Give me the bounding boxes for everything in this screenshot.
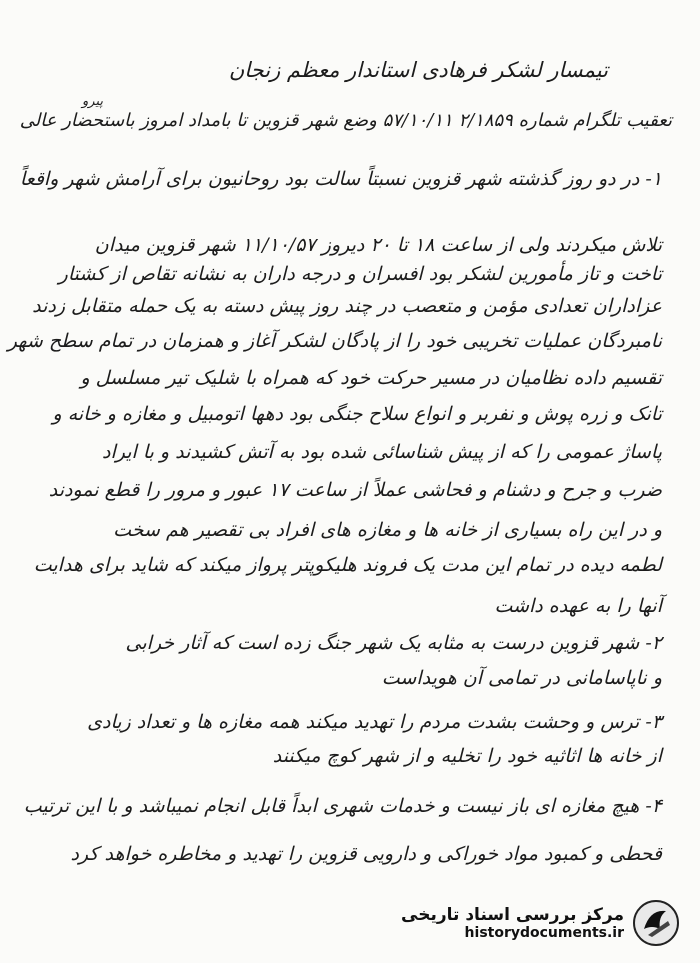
subject-line: تعقیب تلگرام شماره ۲/۱۸۵۹ ۵۷/۱۰/۱۱ وضع شهر قزوین تا بامداد امروز باستحضار عالی — [19, 110, 672, 131]
watermark-url: historydocuments.ir — [464, 925, 624, 941]
body-line-8: پاساژ عمومی را که از پیش شناسائی شده بود به آتش کشیدند و با ایراد — [101, 441, 662, 463]
archive-logo-icon — [632, 899, 680, 947]
body-line-6: تقسیم داده نظامیان در مسیر حرکت خود که همراه با شلیک تیر مسلسل و — [80, 367, 662, 389]
body-line-18: قحطی و کمبود مواد خوراکی و دارویی قزوین را تهدید و مخاطره خواهد کرد — [70, 843, 662, 865]
body-line-11: لطمه دیده در تمام این مدت یک فروند هلیکوپتر پرواز میکند که شاید برای هدایت — [33, 554, 662, 576]
body-line-3: تاخت و تاز مأمورین لشکر بود افسران و درجه داران به نشانه تقاص از کشتار — [58, 263, 662, 285]
body-line-7: تانک و زره پوش و نفربر و انواع سلاح جنگی بود دهها اتومبیل و مغازه و خانه و — [52, 403, 662, 425]
body-line-17: ۴- هیچ مغازه ای باز نیست و خدمات شهری ابداً قابل انجام نمیباشد و با این ترتیب — [23, 795, 662, 817]
body-line-10: و در این راه بسیاری از خانه ها و مغازه های افراد بی تقصیر هم سخت — [113, 519, 662, 541]
body-line-13: ۲- شهر قزوین درست به مثابه یک شهر جنگ زده است که آثار خرابی — [125, 632, 662, 654]
body-line-16: از خانه ها اثاثیه خود را تخلیه و از شهر کوچ میکنند — [272, 745, 662, 767]
body-line-4: عزاداران تعدادی مؤمن و متعصب در چند روز پیش دسته به یک حمله متقابل زدند — [32, 295, 662, 317]
body-line-1: ۱- در دو روز گذشته شهر قزوین نسبتاً سالت بود روحانیون برای آرامش شهر واقعاً — [19, 168, 662, 190]
watermark-text — [401, 905, 624, 941]
body-line-12: آنها را به عهده داشت — [494, 595, 662, 617]
document-heading: تیمسار لشکر فرهادی استاندار معظم زنجان — [228, 58, 608, 82]
archive-watermark — [401, 899, 680, 947]
body-line-15: ۳- ترس و وحشت بشدت مردم را تهدید میکند همه مغازه ها و تعداد زیادی — [87, 711, 662, 733]
watermark-name: مرکز بررسی اسناد تاریخی — [401, 905, 624, 925]
body-line-9: ضرب و جرح و دشنام و فحاشی عملاً از ساعت ۱۷ عبور و مرور را قطع نمودند — [48, 479, 662, 501]
handwritten-annotation: پیرو — [82, 94, 103, 109]
body-line-14: و ناپاسامانی در تمامی آن هویداست — [381, 667, 662, 689]
body-line-2: تلاش میکردند ولی از ساعت ۱۸ تا ۲۰ دیروز ۱۱/۱۰/۵۷ شهر قزوین میدان — [94, 234, 662, 256]
body-line-5: نامبردگان عملیات تخریبی خود را از پادگان لشکر آغاز و همزمان در تمام سطح شهر — [7, 330, 662, 352]
